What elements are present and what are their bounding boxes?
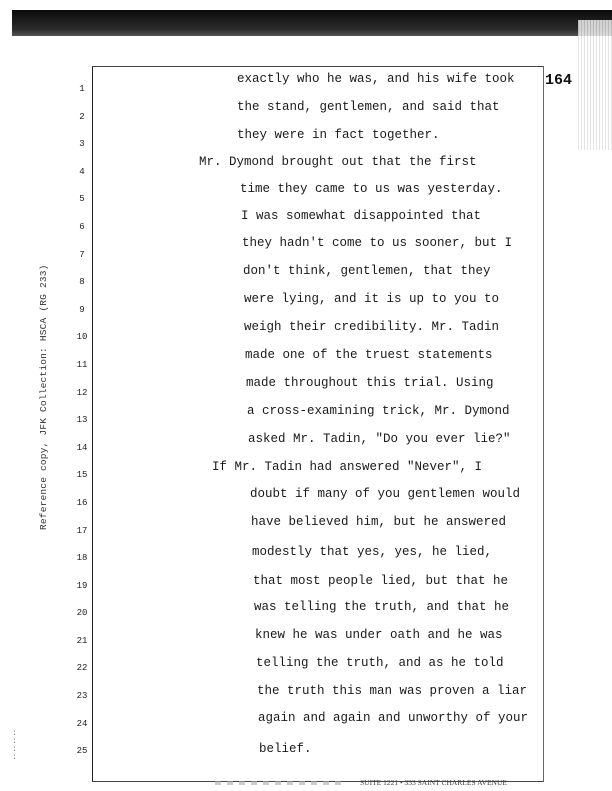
line-number: 14 (76, 442, 88, 453)
transcript-line: exactly who he was, and his wife took (237, 72, 515, 86)
line-number: 10 (76, 332, 88, 343)
line-number: 15 (76, 470, 88, 481)
transcript-line: that most people lied, but that he (253, 574, 509, 588)
line-number: 18 (76, 553, 88, 564)
court-reporter-footer: SUITE 1221 • 333 SAINT CHARLES AVENUE (360, 778, 507, 787)
transcript-line: was telling the truth, and that he (254, 600, 510, 614)
transcript-line: time they came to us was yesterday. (240, 182, 503, 196)
line-number: 5 (79, 194, 85, 205)
archive-reference-note: Reference copy, JFK Collection: HSCA (RG 233) (38, 264, 49, 530)
transcript-line: doubt if many of you gentlemen would (250, 487, 521, 501)
transcript-line: they were in fact together. (237, 128, 440, 142)
line-number: 4 (79, 166, 85, 177)
line-number: 9 (79, 304, 85, 315)
transcript-line: have believed him, but he answered (251, 515, 507, 529)
line-number: 20 (76, 608, 88, 619)
line-number: 1 (79, 84, 85, 94)
transcript-line: made throughout this trial. Using (246, 376, 494, 390)
transcript-line: knew he was under oath and he was (255, 628, 503, 642)
footer-smudge (215, 781, 345, 785)
line-number: 6 (79, 221, 85, 232)
line-number: 23 (76, 691, 88, 702)
line-number: 8 (79, 277, 85, 288)
line-number: 7 (79, 249, 85, 260)
page-number: 164 (545, 72, 573, 89)
line-number: 19 (76, 580, 88, 591)
line-number: 24 (76, 718, 88, 729)
line-number: 17 (76, 525, 88, 536)
transcript-line: I was somewhat disappointed that (241, 209, 482, 223)
line-number: 11 (76, 359, 88, 370)
transcript-line: they hadn't come to us sooner, but I (242, 236, 513, 250)
transcript-line: belief. (259, 742, 312, 756)
transcript-line: again and again and unworthy of your (258, 711, 529, 725)
line-number: 3 (79, 139, 85, 150)
line-number: 21 (76, 635, 88, 646)
transcript-line: were lying, and it is up to you to (244, 292, 500, 306)
line-number: 25 (76, 746, 88, 757)
transcript-line: telling the truth, and as he told (256, 656, 504, 670)
line-number: 13 (76, 415, 88, 426)
line-number: 16 (76, 497, 88, 508)
transcript-line: don't think, gentlemen, that they (243, 264, 491, 278)
transcript-line: made one of the truest statements (245, 348, 493, 362)
transcript-line: weigh their credibility. Mr. Tadin (244, 320, 500, 334)
line-number: 12 (76, 387, 88, 398)
transcript-line: modestly that yes, yes, he lied, (252, 545, 493, 559)
margin-marks: : : : : (12, 729, 17, 762)
transcript-line: Mr. Dymond brought out that the first (199, 155, 477, 169)
line-number: 2 (79, 111, 85, 122)
transcript-line: If Mr. Tadin had answered "Never", I (212, 460, 483, 474)
transcript-line: the stand, gentlemen, and said that (237, 100, 500, 114)
transcript-line: the truth this man was proven a liar (257, 684, 528, 698)
transcript-line: a cross-examining trick, Mr. Dymond (247, 404, 510, 418)
line-number: 22 (76, 663, 88, 674)
transcript-line: asked Mr. Tadin, "Do you ever lie?" (248, 432, 511, 446)
